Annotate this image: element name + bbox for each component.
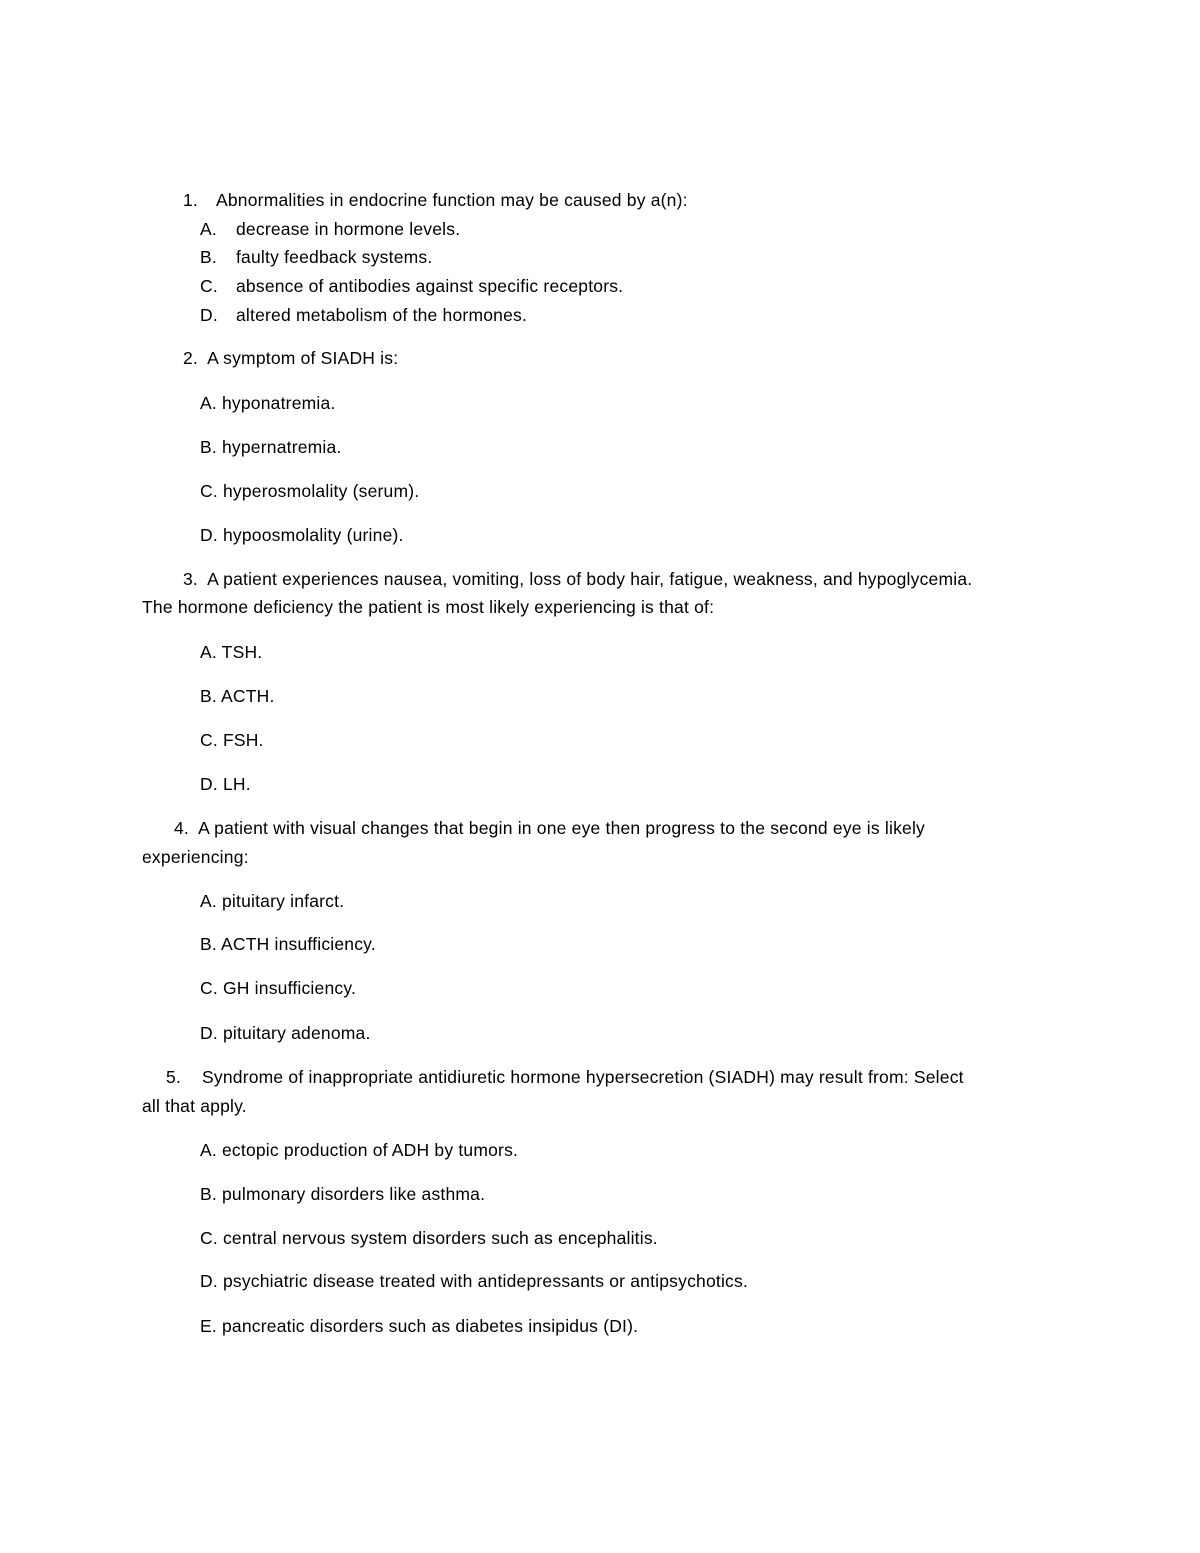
option-letter: B. xyxy=(200,247,217,267)
option-a: A. hyponatremia. xyxy=(200,393,336,413)
option-e: E. pancreatic disorders such as diabetes insipidus (DI). xyxy=(200,1316,639,1336)
question-2 xyxy=(183,347,398,369)
question-number: 4. xyxy=(174,818,189,838)
option-letter: A. xyxy=(200,219,217,239)
question-number: 5. xyxy=(166,1067,181,1087)
option-c: C. central nervous system disorders such as encephalitis. xyxy=(200,1228,658,1248)
option-d: D. LH. xyxy=(200,774,251,794)
question-text-line2: all that apply. xyxy=(142,1096,247,1116)
question-text-line2: The hormone deficiency the patient is most likely experiencing is that of: xyxy=(142,597,715,617)
option-a: A. TSH. xyxy=(200,642,263,662)
question-text-line1: A patient with visual changes that begin in one eye then progress to the second eye is likely xyxy=(198,818,925,838)
question-text-line2: experiencing: xyxy=(142,847,249,867)
question-3 xyxy=(183,568,972,590)
question-number: 1. xyxy=(183,190,198,210)
option-d: D. hypoosmolality (urine). xyxy=(200,525,404,545)
question-text-line1: Syndrome of inappropriate antidiuretic hormone hypersecretion (SIADH) may result from: Select xyxy=(202,1067,964,1087)
question-4 xyxy=(174,817,925,839)
option-letter: D. xyxy=(200,305,218,325)
question-number: 3. xyxy=(183,569,198,589)
option-c: C. GH insufficiency. xyxy=(200,978,357,998)
question-text: A symptom of SIADH is: xyxy=(207,348,399,368)
option-b: B. ACTH insufficiency. xyxy=(200,934,376,954)
option-c: C. FSH. xyxy=(200,730,264,750)
option-text: absence of antibodies against specific receptors. xyxy=(236,276,624,296)
option-d: D. psychiatric disease treated with antidepressants or antipsychotics. xyxy=(200,1271,749,1291)
option-d: D. pituitary adenoma. xyxy=(200,1023,371,1043)
option-b: B. pulmonary disorders like asthma. xyxy=(200,1184,486,1204)
option-text: decrease in hormone levels. xyxy=(236,219,461,239)
question-text: Abnormalities in endocrine function may be caused by a(n): xyxy=(216,190,688,210)
question-text-line1: A patient experiences nausea, vomiting, loss of body hair, fatigue, weakness, and hypoglycemia. xyxy=(207,569,973,589)
option-b: B. hypernatremia. xyxy=(200,437,342,457)
option-a: A. ectopic production of ADH by tumors. xyxy=(200,1140,519,1160)
option-text: altered metabolism of the hormones. xyxy=(236,305,528,325)
option-letter: C. xyxy=(200,276,218,296)
option-c: C. hyperosmolality (serum). xyxy=(200,481,420,501)
option-b: B. ACTH. xyxy=(200,686,275,706)
question-number: 2. xyxy=(183,348,198,368)
option-a: A. pituitary infarct. xyxy=(200,891,345,911)
option-text: faulty feedback systems. xyxy=(236,247,433,267)
